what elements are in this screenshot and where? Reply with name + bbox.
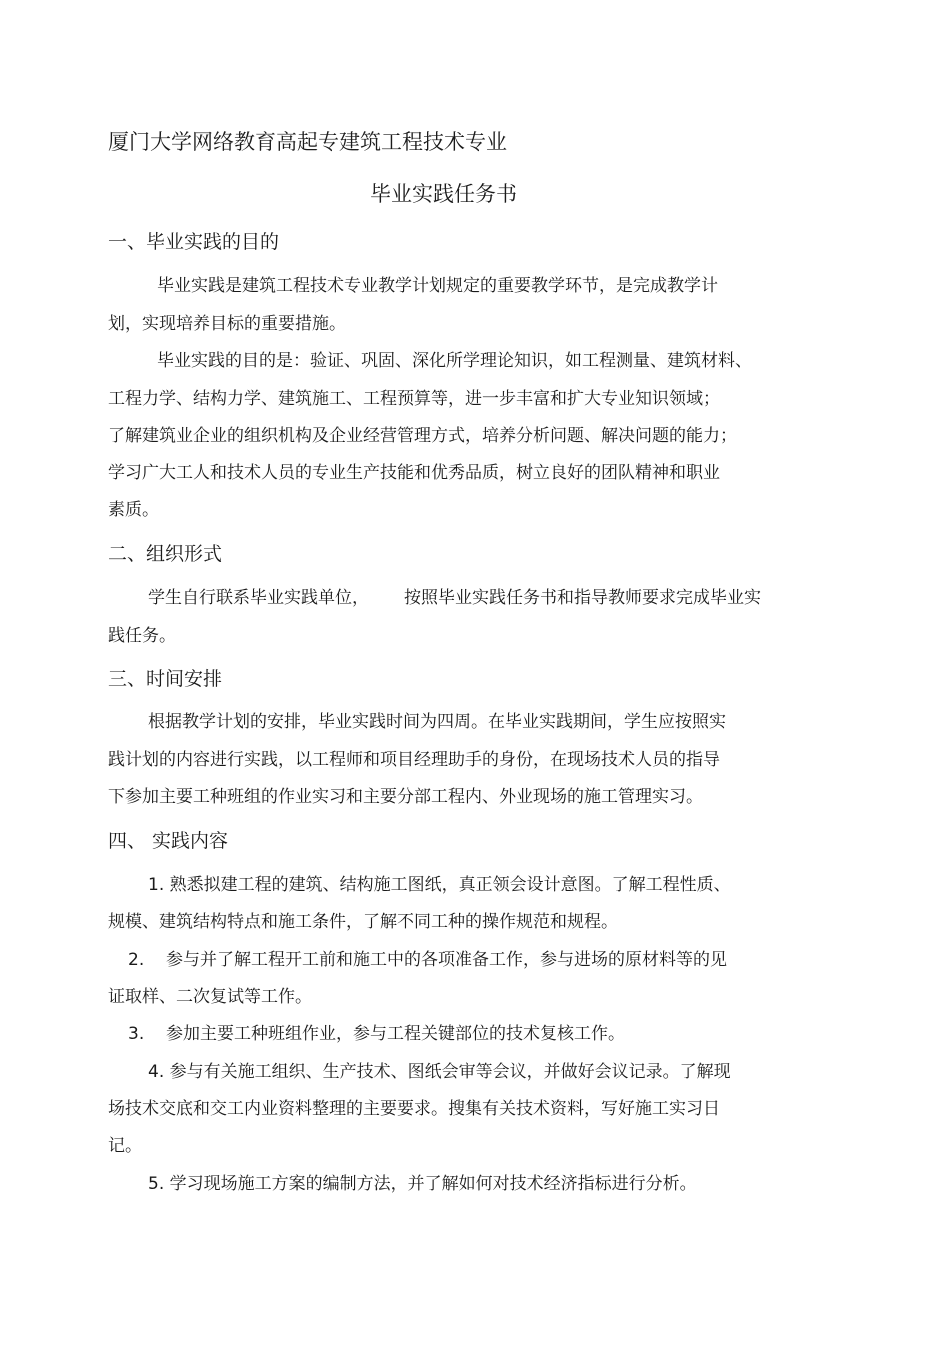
section-1-paragraph-2-line: 工程力学、结构力学、建筑施工、工程预算等，进一步丰富和扩大专业知识领域； [108,389,720,409]
section-1-paragraph-2-line: 毕业实践的目的是：验证、巩固、深化所学理论知识，如工程测量、建筑材料、 [157,351,752,371]
document-title-line2: 毕业实践任务书 [370,182,517,206]
section-4-item-2-number: 2. [128,950,145,970]
section-4-item-2-line: 参与并了解工程开工前和施工中的各项准备工作，参与进场的原材料等的见 [166,950,727,970]
section-3-paragraph-line: 下参加主要工种班组的作业实习和主要分部工程内、外业现场的施工管理实习。 [108,787,703,807]
section-1-paragraph-2-line: 学习广大工人和技术人员的专业生产技能和优秀品质，树立良好的团队精神和职业 [108,463,720,483]
section-1-heading: 一、毕业实践的目的 [108,231,280,253]
section-1-paragraph-2-line: 素质。 [108,500,159,520]
section-3-paragraph-line: 践计划的内容进行实践，以工程师和项目经理助手的身份，在现场技术人员的指导 [108,750,720,770]
section-3-paragraph-line: 根据教学计划的安排，毕业实践时间为四周。在毕业实践期间，学生应按照实 [148,712,726,732]
section-4-item-2-line: 证取样、二次复试等工作。 [108,987,312,1007]
section-1-paragraph-1-line: 毕业实践是建筑工程技术专业教学计划规定的重要教学环节，是完成教学计 [157,276,718,296]
section-4-item-3-number: 3. [128,1024,145,1044]
section-4-item-4-line: 场技术交底和交工内业资料整理的主要要求。搜集有关技术资料，写好施工实习日 [108,1099,720,1119]
section-4-item-4-line: 记。 [108,1136,142,1156]
section-1-paragraph-1-line: 划，实现培养目标的重要措施。 [108,314,346,334]
section-4-item-1-line: 1. 熟悉拟建工程的建筑、结构施工图纸，真正领会设计意图。了解工程性质、 [148,875,731,895]
section-4-item-4-line: 4. 参与有关施工组织、生产技术、图纸会审等会议，并做好会议记录。了解现 [148,1062,731,1082]
document-title-line1: 厦门大学网络教育高起专建筑工程技术专业 [108,130,507,154]
section-4-item-5-line: 5. 学习现场施工方案的编制方法，并了解如何对技术经济指标进行分析。 [148,1174,697,1194]
section-1-paragraph-2-line: 了解建筑业企业的组织机构及企业经营管理方式，培养分析问题、解决问题的能力； [108,426,737,446]
section-4-item-3-line: 参加主要工种班组作业，参与工程关键部位的技术复核工作。 [166,1024,625,1044]
section-2-paragraph-line: 学生自行联系毕业实践单位， [148,588,369,608]
section-2-heading: 二、组织形式 [108,543,223,565]
section-2-paragraph-line: 践任务。 [108,626,176,646]
section-2-paragraph-line: 按照毕业实践任务书和指导教师要求完成毕业实 [404,588,761,608]
section-4-heading: 四、 实践内容 [108,830,229,852]
section-4-item-1-line: 规模、建筑结构特点和施工条件，了解不同工种的操作规范和规程。 [108,912,618,932]
section-3-heading: 三、时间安排 [108,668,223,690]
